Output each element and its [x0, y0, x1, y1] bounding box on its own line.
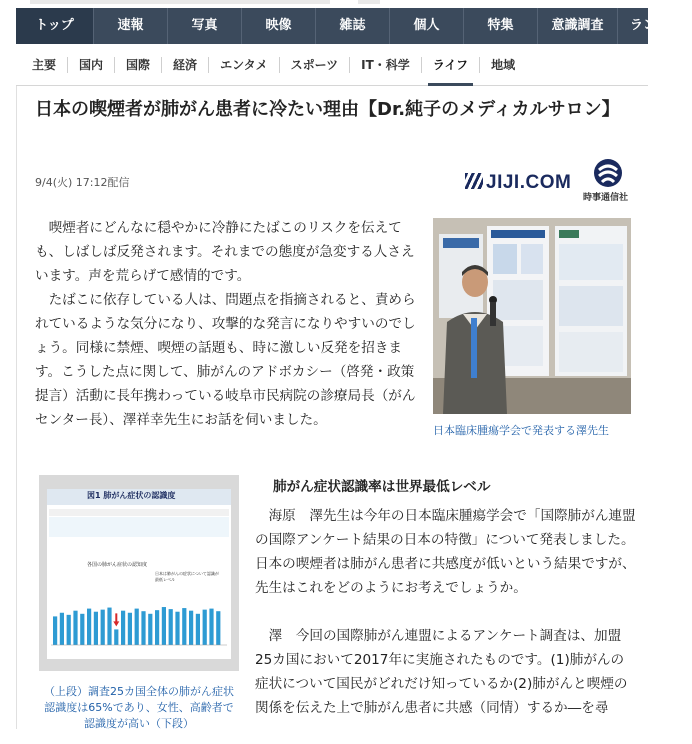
subnav-item-economy[interactable]: 経済: [161, 57, 208, 73]
presenter-photo-illustration: [433, 218, 631, 414]
source-name: 時事通信社: [583, 193, 629, 203]
figure-image[interactable]: [39, 475, 239, 671]
chart-bar: [209, 609, 213, 645]
chart-bar: [175, 612, 179, 645]
paragraph: 喫煙者にどんなに穏やかに冷静にたばこのリスクを伝えても、しばしば反発されます。それまでの態度が急変する人さえいます。声を荒らげて感情的です。: [35, 220, 415, 284]
sub-nav: [16, 44, 648, 86]
chart-bar: [155, 610, 159, 645]
chart-bar: [189, 611, 193, 645]
section-heading: 肺がん症状認識率は世界最低レベル: [273, 479, 491, 495]
article: [16, 86, 649, 729]
chart-bar: [148, 614, 152, 645]
category-nav: [16, 8, 670, 44]
chart-bar: [87, 609, 91, 645]
subnav-item-domestic[interactable]: 国内: [67, 57, 114, 73]
category-tab-photo[interactable]: 写真: [168, 8, 242, 44]
figure-chart-title: 各国の肺がん症状の認知度: [87, 562, 148, 568]
article-body-section: [255, 504, 637, 744]
publish-date: 9/4(火) 17:12配信: [35, 176, 130, 189]
category-tab-ranking[interactable]: ランキ: [630, 18, 670, 33]
chart-bar: [114, 629, 118, 645]
article-body-intro: [35, 216, 417, 432]
source-logo[interactable]: [465, 158, 637, 202]
category-tab-top[interactable]: トップ: [16, 8, 94, 44]
category-tab-survey[interactable]: 意識調査: [538, 8, 618, 44]
article-photo[interactable]: [433, 218, 631, 414]
chart-bar: [60, 613, 64, 645]
chart-bar: [216, 611, 220, 645]
chart-bar: [94, 612, 98, 645]
header-ghost-bar: [30, 0, 330, 4]
paragraph: たばこに依存している人は、問題点を指摘されると、責められているような気分になり、攻撃的な発言になりやすいのでしょう。同様に禁煙、喫煙の話題も、時に激しい反発を招きます。こうした点に関して、肺がんのアドボカシー（啓発・政策提言）活動に長年携わっている岐阜市民病院の診療局長（がんセンター長）、澤祥幸先生にお話を伺いました。: [35, 292, 416, 428]
jiji-stripes-icon: [465, 173, 483, 189]
photo-caption: 日本臨床腫瘍学会で発表する澤先生: [433, 424, 609, 437]
chart-bar: [135, 609, 139, 645]
chart-bar: [107, 608, 111, 645]
subnav-item-sports[interactable]: スポーツ: [279, 57, 350, 73]
chart-bar: [121, 611, 125, 645]
category-tab-feature[interactable]: 特集: [464, 8, 538, 44]
subnav-item-world[interactable]: 国際: [114, 57, 161, 73]
figure-title: 図1 肺がん症状の認識度: [87, 491, 176, 500]
chart-bar: [203, 610, 207, 645]
paragraph: 澤 今回の国際肺がん連盟によるアンケート調査は、加盟25カ国において2017年に実施されたものです。(1)肺がんの症状について国民がどれだけ知っているか(2)肺がんと喫煙の関係を伝えた上で肺がん患者に共感（同情）するか―を尋: [255, 628, 628, 716]
paragraph: 海原 澤先生は今年の日本臨床腫瘍学会で「国際肺がん連盟の国際アンケート結果の日本の特徴」について発表しました。日本の喫煙者は肺がん患者に共感度が低いという結果ですが、先生はこれをどのようにお考えでしょうか。: [255, 508, 636, 596]
subnav-item-main[interactable]: 主要: [32, 57, 57, 72]
chart-bar: [182, 608, 186, 645]
chart-bar: [73, 611, 77, 645]
chart-bar: [67, 615, 71, 645]
chart-bar: [141, 611, 145, 645]
category-tab-video[interactable]: 映像: [242, 8, 316, 44]
chart-bar: [101, 610, 105, 645]
chart-bar: [162, 607, 166, 645]
subnav-item-region[interactable]: 地域: [479, 57, 526, 73]
figure-caption: （上段）調査25カ国全体の肺がん症状認識度は65%であり、女性、高齢者で認識度が高い（下段）: [44, 685, 234, 730]
jiji-emblem-icon: [593, 158, 623, 188]
figure-chart-note: 日本は肺がんの症状について認識が最低レベル: [155, 571, 219, 582]
article-title: 日本の喫煙者が肺がん患者に冷たい理由【Dr.純子のメディカルサロン】: [35, 99, 620, 120]
category-tab-magazine[interactable]: 雑誌: [316, 8, 390, 44]
category-tab-individual[interactable]: 個人: [390, 8, 464, 44]
subnav-item-it-science[interactable]: IT・科学: [349, 57, 421, 73]
chart-bar: [53, 616, 57, 645]
figure-slide: [47, 489, 231, 659]
subnav-item-life[interactable]: ライフ: [421, 57, 479, 73]
chart-bar: [169, 609, 173, 645]
subnav-item-entertainment[interactable]: エンタメ: [208, 57, 279, 73]
chart-highlight-arrow-icon: [113, 613, 119, 626]
top-strip: [0, 0, 648, 8]
category-tab-flash[interactable]: 速報: [94, 8, 168, 44]
chart-bar: [196, 614, 200, 645]
chart-bar: [80, 614, 84, 645]
jiji-wordmark: JIJI.COM: [465, 172, 571, 194]
chart-bar: [128, 613, 132, 645]
header-ghost-bar: [358, 0, 380, 4]
figure-bar-chart: [47, 489, 231, 659]
